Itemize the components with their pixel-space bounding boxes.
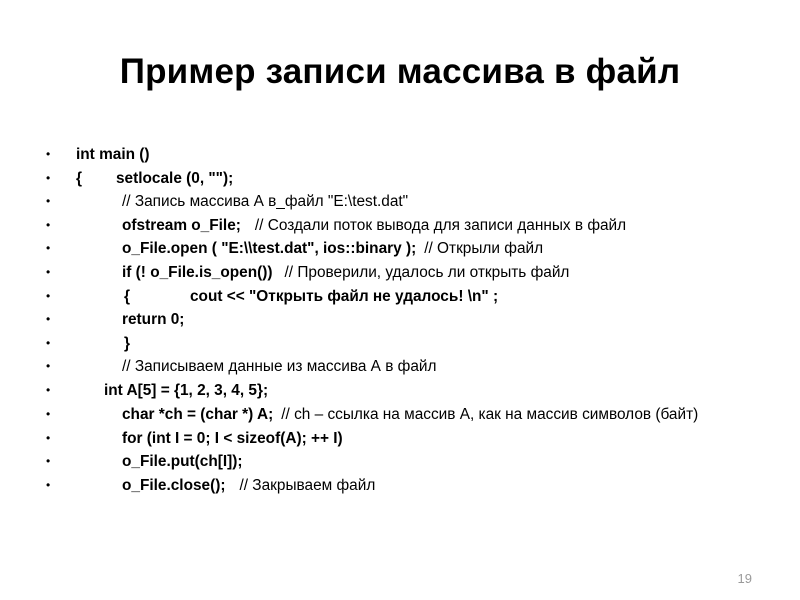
code-bold: return 0; [122, 311, 185, 329]
bullet-icon: • [46, 217, 51, 232]
code-bold: int main () [76, 146, 150, 163]
code-bold: o_File.open ( "E:\\test.dat", ios::binary ); [122, 240, 417, 258]
bullet-icon: • [46, 170, 51, 185]
code-comment: // Открыли файл [424, 240, 544, 258]
code-bold: char *ch = (char *) A; [122, 405, 274, 423]
bullet-icon: • [46, 241, 51, 256]
list-item [38, 261, 778, 285]
list-item [38, 237, 778, 261]
list-item [38, 167, 778, 191]
code-bold: } [124, 334, 130, 352]
code-comment: // Создали поток вывода для записи данных в файл [254, 216, 627, 234]
code-bold: o_File.put(ch[I]); [122, 453, 243, 471]
list-item [38, 214, 778, 238]
list-item [38, 190, 778, 214]
list-item [38, 308, 778, 332]
list-item [38, 450, 778, 474]
list-item [38, 332, 778, 356]
code-comment: // Запись массива А в_файл "E:\test.dat" [122, 193, 409, 211]
list-item [38, 427, 778, 451]
code-bold: if (! o_File.is_open()) [122, 263, 273, 281]
bullet-icon: • [46, 312, 51, 327]
code-comment: // Записываем данные из массива А в файл [122, 358, 437, 376]
bullet-icon: • [46, 359, 51, 374]
code-bold: ofstream o_File; [122, 216, 241, 234]
bullet-icon: • [46, 477, 51, 492]
bullet-icon: • [46, 194, 51, 209]
code-bold: int A[5] = {1, 2, 3, 4, 5}; [104, 381, 269, 399]
bullet-icon: • [46, 264, 51, 279]
code-comment: // ch – ссылка на массив А, как на массив символов (байт) [281, 405, 699, 423]
code-bold: for (int I = 0; I < sizeof(A); ++ I) [122, 429, 343, 447]
bullet-icon: • [46, 147, 51, 161]
page-number: 19 [737, 571, 752, 586]
bullet-icon: • [46, 454, 51, 469]
list-item [38, 379, 778, 403]
code-bullet-list [38, 143, 778, 497]
code-comment: // Проверили, удалось ли открыть файл [284, 263, 570, 281]
list-item [38, 355, 778, 379]
list-item [38, 143, 778, 167]
bullet-icon: • [46, 335, 51, 350]
code-comment: // Закрываем файл [239, 476, 376, 494]
list-item [38, 285, 778, 309]
bullet-icon: • [46, 288, 51, 303]
code-bold: setlocale (0, ""); [116, 169, 234, 187]
list-item [38, 474, 778, 498]
bullet-icon: • [46, 406, 51, 421]
code-bold: { [76, 169, 82, 187]
code-bold: cout << "Открыть файл не удалось! \n" ; [190, 287, 499, 305]
code-bold: { [124, 287, 130, 305]
code-bold: o_File.close(); [122, 476, 226, 494]
list-item [38, 403, 778, 427]
bullet-icon: • [46, 382, 51, 397]
slide-title: Пример записи массива в файл [119, 52, 681, 91]
bullet-icon: • [46, 430, 51, 445]
